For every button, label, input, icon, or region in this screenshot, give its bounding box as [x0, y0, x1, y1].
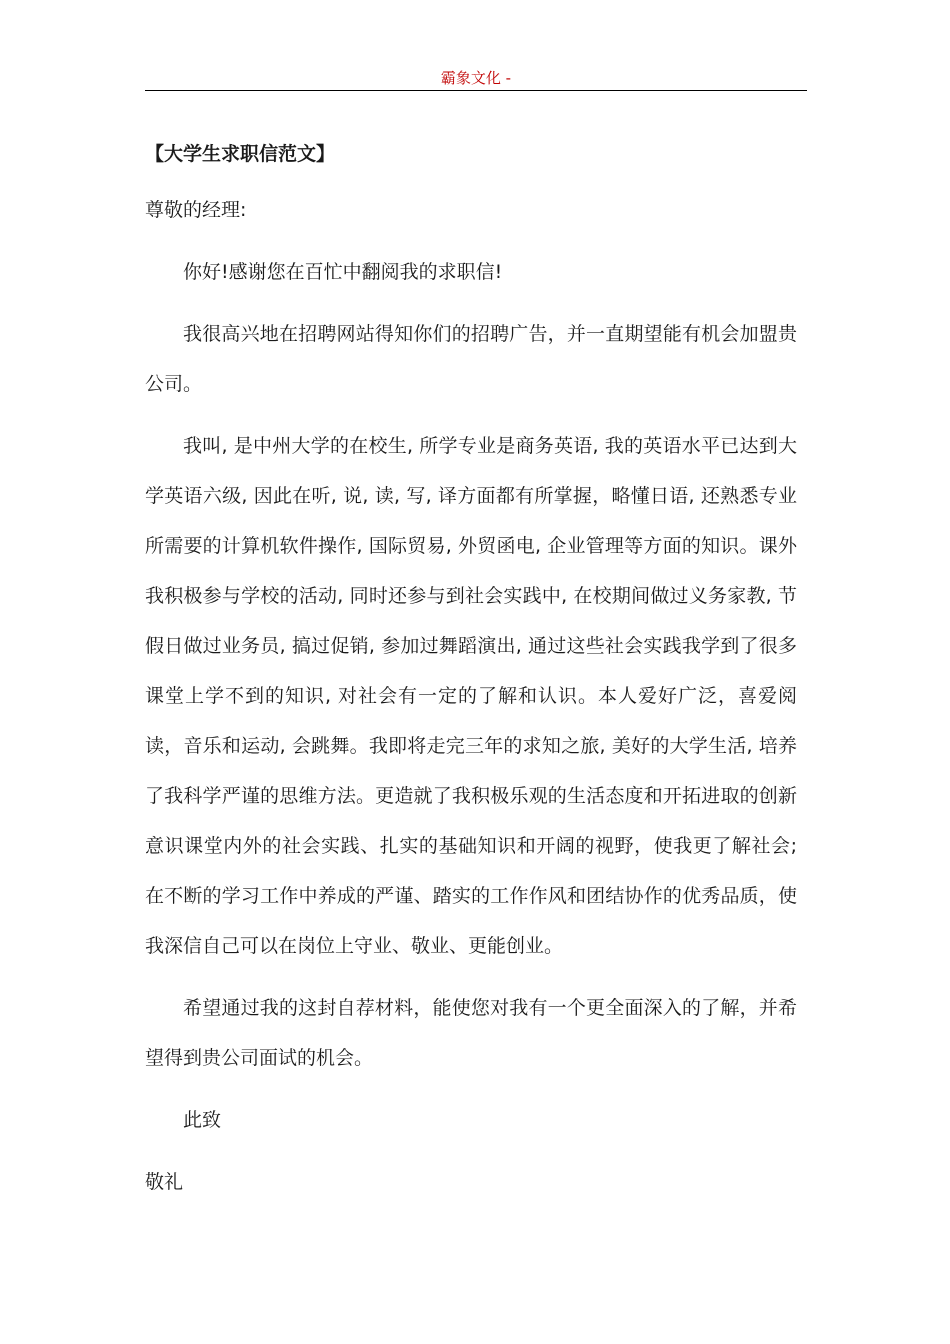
paragraph-request: 希望通过我的这封自荐材料，能使您对我有一个更全面深入的了解，并希望得到贵公司面试的机会。 [145, 997, 797, 1069]
salutation: 尊敬的经理: [145, 199, 247, 221]
header-divider [145, 90, 807, 91]
document-title: 【大学生求职信范文】 [145, 143, 336, 165]
paragraph-greeting: 你好!感谢您在百忙中翻阅我的求职信! [183, 261, 503, 283]
paragraph-self-introduction: 我叫, 是中州大学的在校生, 所学专业是商务英语, 我的英语水平已达到大学英语六级, 因此在听, 说, 读, 写, 译方面都有所掌握，略懂日语, 还熟悉专业所需要的计算机软件操作, 国际贸易, 外贸函电, 企业管理等方面的知识。课外我积极参与学校的活动, 同时还参与到社会实践中, 在校期间做过义务家教, 节假日做过业务员, 搞过促销, 参加过舞蹈演出, 通过这些社会实践我学到了很多课堂上学不到的知识, 对社会有一定的了解和认识。本人爱好广泛，喜爱阅读，音乐和运动, 会跳舞。我即将走完三年的求知之旅, 美好的大学生活, 培养了我科学严谨的思维方法。更造就了我积极乐观的生活态度和开拓进取的创新意识课堂内外的社会实践、扎实的基础知识和开阔的视野，使我更了解社会;在不断的学习工作中养成的严谨、踏实的工作作风和团结协作的优秀品质，使我深信自己可以在岗位上守业、敬业、更能创业。 [145, 435, 797, 957]
closing-respect: 此致 [183, 1109, 222, 1131]
paragraph-intro: 我很高兴地在招聘网站得知你们的招聘广告，并一直期望能有机会加盟贵公司。 [145, 323, 797, 395]
closing-salute: 敬礼 [145, 1171, 184, 1193]
page-header: 霸象文化 - [440, 69, 512, 87]
letter-body [145, 135, 797, 1219]
